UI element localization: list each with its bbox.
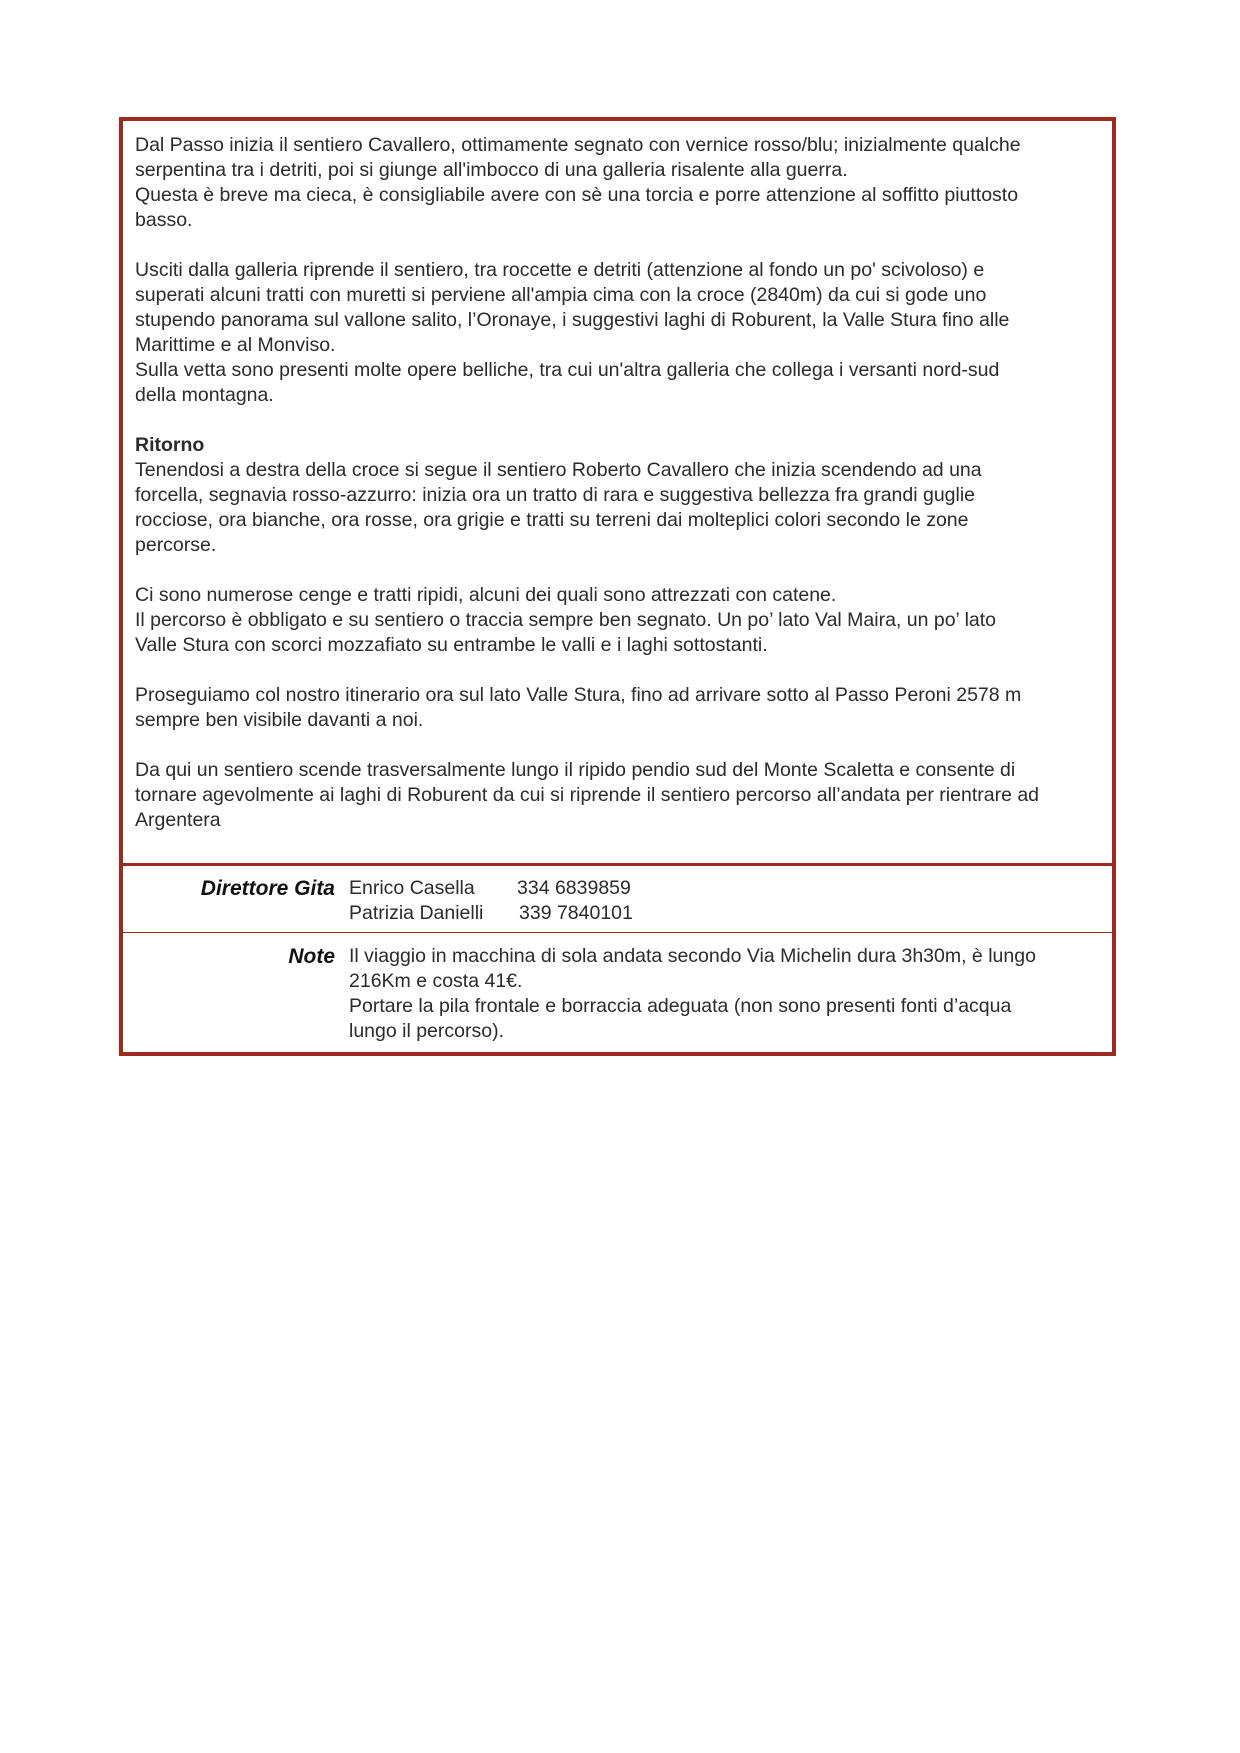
text-line: Sulla vetta sono presenti molte opere belliche, tra cui un'altra galleria che collega i versanti nord-sud [135, 359, 1000, 381]
text-line: stupendo panorama sul vallone salito, l’Oronaye, i suggestivi laghi di Roburent, la Valle Stura fino alle [135, 309, 1010, 331]
text-line: Tenendosi a destra della croce si segue il sentiero Roberto Cavallero che inizia scendendo ad una [135, 459, 982, 481]
contact-item [349, 876, 1102, 901]
section-heading-ritorno: Ritorno [135, 434, 205, 456]
text-line: Ci sono numerose cenge e tratti ripidi, alcuni dei quali sono attrezzati con catene. [135, 584, 837, 606]
contact-phone: 339 7840101 [519, 902, 633, 924]
contact-item [349, 901, 1102, 926]
notes-line: Portare la pila frontale e borraccia adeguata (non sono presenti fonti d’acqua [349, 995, 1012, 1017]
contact-name: Patrizia Danielli [349, 902, 484, 924]
notes-row [123, 932, 1112, 1052]
notes-line: 216Km e costa 41€. [349, 970, 523, 992]
text-line: Marittime e al Monviso. [135, 334, 336, 356]
director-contacts [349, 876, 1112, 926]
text-line: superati alcuni tratti con muretti si perviene all'ampia cima con la croce (2840m) da cui si gode uno [135, 284, 987, 306]
director-row [123, 863, 1112, 932]
itinerary-box [119, 117, 1116, 1056]
text-line: Da qui un sentiero scende trasversalmente lungo il ripido pendio sud del Monte Scaletta e consente di [135, 759, 1016, 781]
text-line: serpentina tra i detriti, poi si giunge all'imbocco di una galleria risalente alla guerra. [135, 159, 848, 181]
paragraph-galleria [135, 133, 1100, 233]
paragraph-passo-peroni [135, 683, 1100, 733]
text-line: Valle Stura con scorci mozzafiato su entrambe le valli e i laghi sottostanti. [135, 634, 768, 656]
text-line: Usciti dalla galleria riprende il sentiero, tra roccette e detriti (attenzione al fondo un po' scivoloso) e [135, 259, 985, 281]
notes-line: lungo il percorso). [349, 1020, 504, 1042]
text-line: basso. [135, 209, 193, 231]
text-line: rocciose, ora bianche, ora rosse, ora grigie e tratti su terreni dai molteplici colori secondo le zone [135, 509, 969, 531]
text-line: della montagna. [135, 384, 274, 406]
text-line: sempre ben visibile davanti a noi. [135, 709, 424, 731]
text-line: tornare agevolmente ai laghi di Roburent da cui si riprende il sentiero percorso all’andata per rientrare ad [135, 784, 1040, 806]
text-line: Dal Passo inizia il sentiero Cavallero, ottimamente segnato con vernice rosso/blu; inizialmente qualche [135, 134, 1021, 156]
notes-line: Il viaggio in macchina di sola andata secondo Via Michelin dura 3h30m, è lungo [349, 945, 1036, 967]
text-line: Il percorso è obbligato e su sentiero o traccia sempre ben segnato. Un po’ lato Val Maira, un po’ lato [135, 609, 997, 631]
description-section [123, 121, 1112, 863]
text-line: forcella, segnavia rosso-azzurro: inizia ora un tratto di rara e suggestiva bellezza fra grandi guglie [135, 484, 976, 506]
text-line: percorse. [135, 534, 217, 556]
paragraph-ritorno [135, 433, 1100, 558]
text-line: Proseguiamo col nostro itinerario ora sul lato Valle Stura, fino ad arrivare sotto al Passo Peroni 2578 m [135, 684, 1022, 706]
notes-content [349, 944, 1112, 1044]
paragraph-cenge [135, 583, 1100, 658]
paragraph-rientro [135, 758, 1100, 833]
contact-phone: 334 6839859 [517, 877, 631, 899]
text-line: Questa è breve ma cieca, è consigliabile avere con sè una torcia e porre attenzione al soffitto piuttosto [135, 184, 1019, 206]
paragraph-cima [135, 258, 1100, 408]
text-line: Argentera [135, 809, 221, 831]
contact-name: Enrico Casella [349, 877, 475, 899]
notes-label: Note [288, 945, 335, 968]
director-label: Direttore Gita [200, 877, 335, 900]
